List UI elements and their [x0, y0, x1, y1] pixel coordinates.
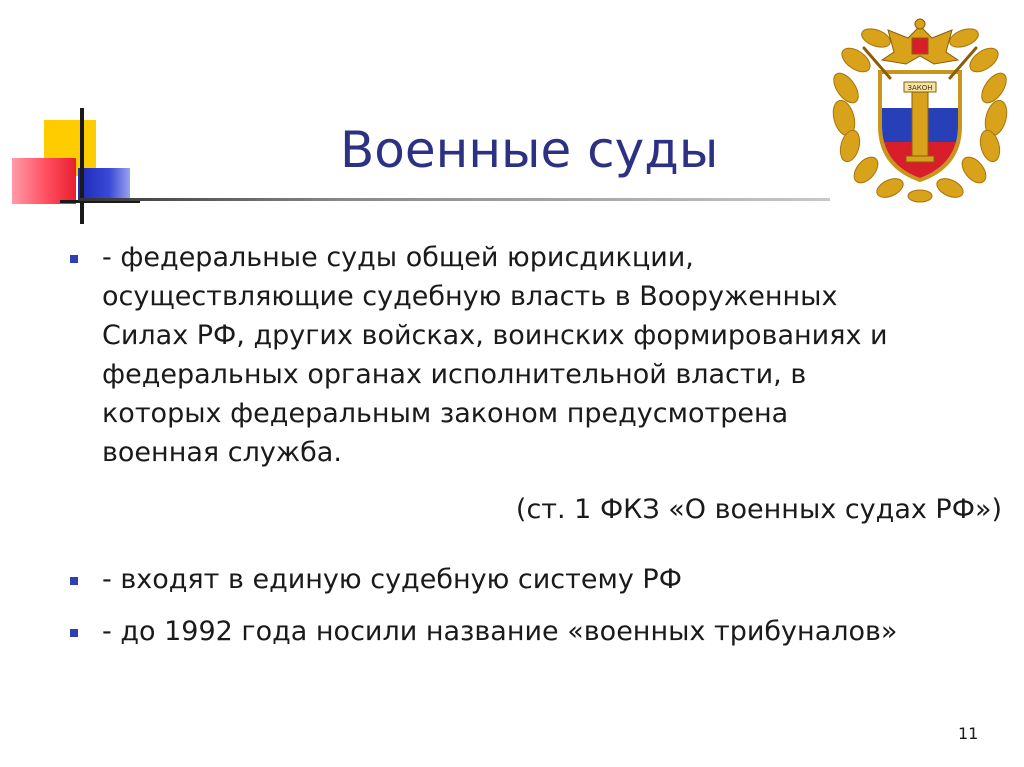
bullet-marker	[70, 577, 78, 585]
bullet-text	[102, 612, 997, 651]
bullet-line: осуществляющие судебную власть в Вооруженных	[102, 281, 838, 312]
decor-blue-square	[78, 168, 130, 200]
page-number: 11	[958, 724, 979, 743]
bullet-line: Силах РФ, других войсках, воинских формированиях и	[102, 320, 888, 351]
bullet-line: федеральных органах исполнительной власти, в	[102, 359, 807, 390]
emblem-law-text: ЗАКОН	[907, 84, 933, 92]
bullet-line: которых федеральным законом предусмотрена	[102, 398, 789, 429]
bullet-line: - федеральные суды общей юрисдикции,	[102, 242, 694, 273]
bullet-line: военная служба.	[102, 437, 342, 468]
bullet-line: - до 1992 года носили название «военных трибуналов»	[102, 616, 898, 647]
citation: (ст. 1 ФКЗ «О военных судах РФ»)	[515, 494, 1002, 525]
decor-vertical-line	[80, 108, 84, 224]
bullet-text	[102, 560, 997, 599]
decor-red-square	[12, 158, 76, 204]
military-courts-emblem-icon	[824, 8, 1016, 204]
slide-title: Военные суды	[340, 121, 719, 179]
bullet-marker	[70, 255, 78, 263]
bullet-line: - входят в единую судебную систему РФ	[102, 564, 682, 595]
bullet-marker	[70, 629, 78, 637]
title-underline	[78, 198, 830, 201]
bullet-text	[102, 238, 997, 472]
